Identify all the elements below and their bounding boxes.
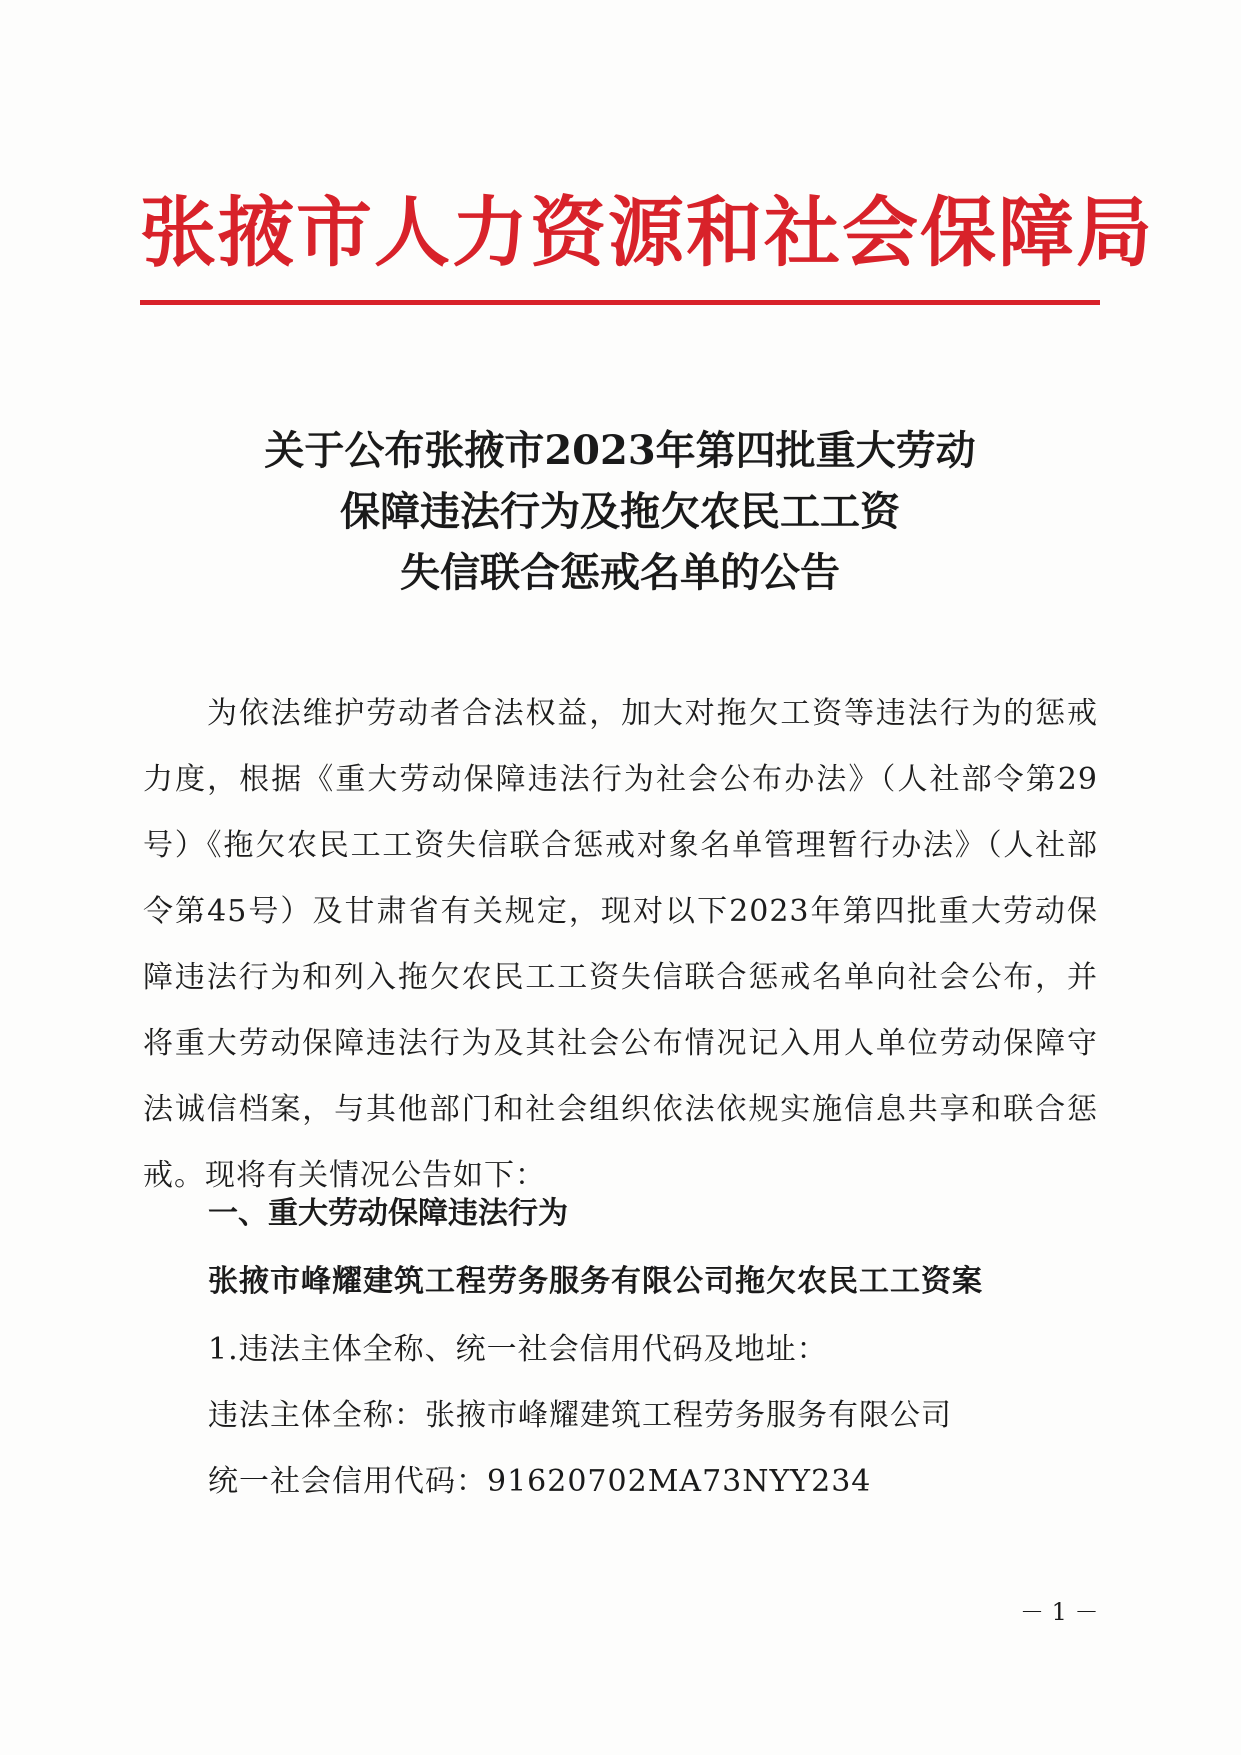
agency-letterhead-title: 张掖市人力资源和社会保障局 [140,188,1154,277]
section-heading: 一、重大劳动保障违法行为 [208,1196,568,1231]
letterhead-red-rule [140,300,1100,305]
credit-code-line: 统一社会信用代码：91620702MA73NYY234 [208,1464,872,1499]
case-title: 张掖市峰耀建筑工程劳务服务有限公司拖欠农民工工资案 [208,1264,983,1299]
intro-paragraph: 为依法维护劳动者合法权益，加大对拖欠工资等违法行为的惩戒力度，根据《重大劳动保障违法行为社会公布办法》（人社部令第29号）《拖欠农民工工资失信联合惩戒对象名单管理暂行办法》（人社部令第45号）及甘肃省有关规定，现对以下2023年第四批重大劳动保障违法行为和列入拖欠农民工工资失信联合惩戒名单向社会公布，并将重大劳动保障违法行为及其社会公布情况记入用人单位劳动保障守法诚信档案，与其他部门和社会组织依法依规实施信息共享和联合惩戒。现将有关情况公告如下： [143,696,1098,1193]
document-title-line-1: 关于公布张掖市2023年第四批重大劳动 [264,427,976,474]
document-title [140,420,1100,603]
document-title-line-2: 保障违法行为及拖欠农民工工资 [340,488,900,535]
document-title-line-3: 失信联合惩戒名单的公告 [400,549,840,596]
entity-name-line: 违法主体全称：张掖市峰耀建筑工程劳务服务有限公司 [208,1398,952,1433]
page-number: － 1 － [1020,1598,1099,1626]
item-1-heading: 1.违法主体全称、统一社会信用代码及地址： [208,1332,828,1367]
